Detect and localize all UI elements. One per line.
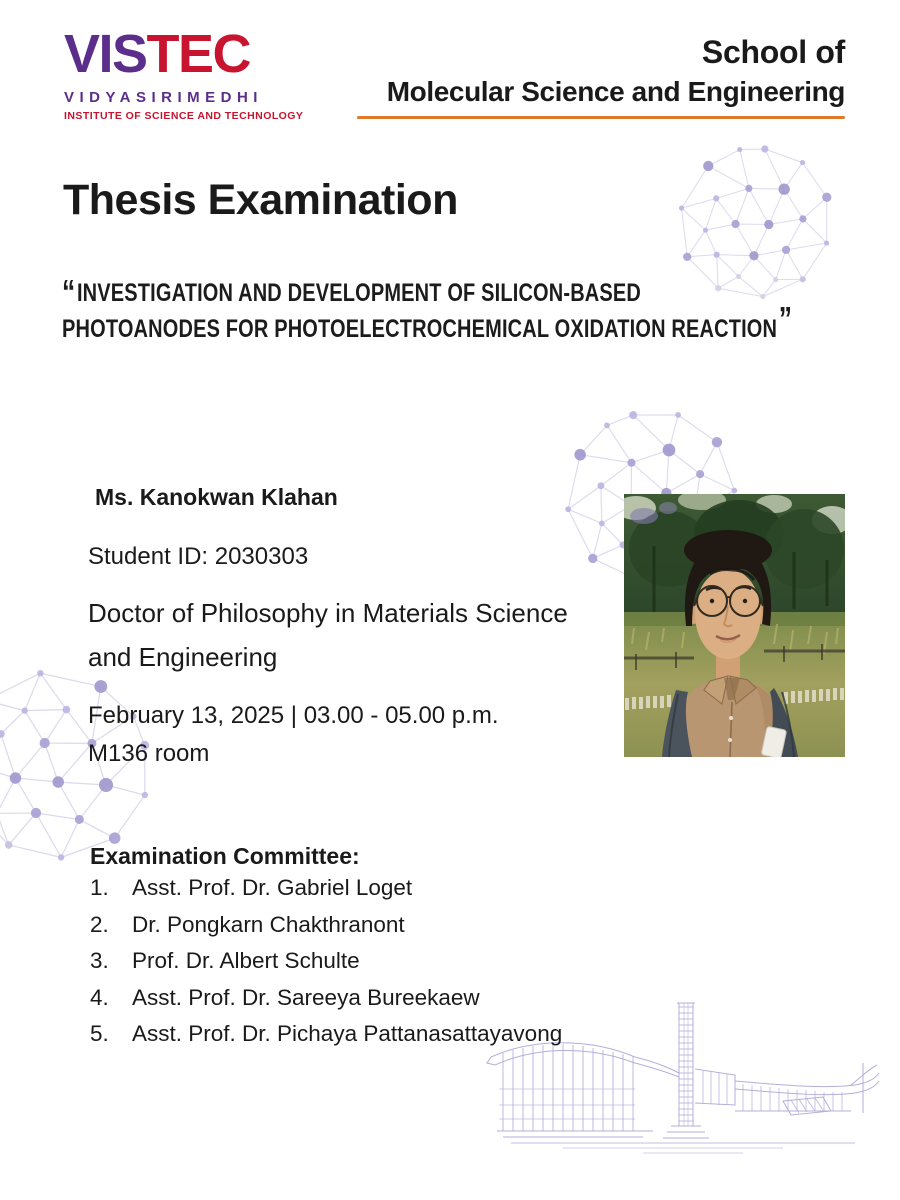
- committee-number: 2.: [90, 911, 109, 937]
- school-name: Molecular Science and Engineering: [386, 75, 845, 107]
- committee-member-name: Asst. Prof. Dr. Sareeya Bureekaew: [132, 984, 480, 1010]
- degree-program: [88, 591, 568, 679]
- thesis-title-line-1: [62, 272, 792, 308]
- school-header: [357, 34, 845, 119]
- committee-member-name: Prof. Dr. Albert Schulte: [132, 948, 360, 973]
- committee-member-name: Asst. Prof. Dr. Gabriel Loget: [132, 875, 413, 900]
- vistec-logo: [64, 26, 303, 122]
- exam-datetime: February 13, 2025 | 03.00 - 05.00 p.m.: [88, 702, 499, 729]
- page-title: Thesis Examination: [63, 176, 458, 224]
- logo-institute-name: VIDYASIRIMEDHI: [64, 88, 263, 106]
- committee-item: [90, 875, 562, 901]
- committee-member-name: Dr. Pongkarn Chakthranont: [132, 911, 405, 937]
- orange-underline: [357, 116, 845, 119]
- committee-item: [90, 948, 562, 974]
- committee-item: [90, 985, 562, 1011]
- vistec-wordmark: [64, 26, 303, 83]
- degree-line-1: Doctor of Philosophy in Materials Science: [88, 598, 568, 628]
- committee-number: 1.: [90, 875, 109, 900]
- committee-number: 4.: [90, 984, 109, 1010]
- committee-item: [90, 912, 562, 938]
- logo-institute-subtitle: INSTITUTE OF SCIENCE AND TECHNOLOGY: [64, 109, 304, 122]
- committee-list: [90, 875, 562, 1058]
- student-name: Ms. Kanokwan Klahan: [95, 484, 338, 510]
- thesis-title-line-2: [62, 300, 793, 344]
- exam-room: M136 room: [88, 740, 210, 767]
- thesis-title-text-1: INVESTIGATION AND DEVELOPMENT OF SILICON-BASED: [76, 279, 642, 307]
- school-of-label: School of: [701, 34, 845, 70]
- committee-heading: Examination Committee:: [90, 843, 360, 869]
- degree-line-2: and Engineering: [88, 642, 278, 672]
- open-quote: “: [62, 273, 76, 310]
- thesis-title-text-2: PHOTOANODES FOR PHOTOELECTROCHEMICAL OXIDATION REACTION: [62, 315, 778, 343]
- committee-number: 3.: [90, 948, 109, 973]
- committee-number: 5.: [90, 1021, 109, 1046]
- close-quote: ”: [778, 300, 793, 337]
- student-id: Student ID: 2030303: [88, 543, 309, 570]
- wordmark-red-part: TEC: [146, 24, 251, 84]
- thesis-title: [62, 272, 900, 344]
- wordmark-purple-part: VIS: [64, 24, 147, 84]
- committee-member-name: Asst. Prof. Dr. Pichaya Pattanasattayavong: [132, 1021, 563, 1046]
- committee-item: [90, 1021, 562, 1047]
- student-photo: [624, 494, 845, 757]
